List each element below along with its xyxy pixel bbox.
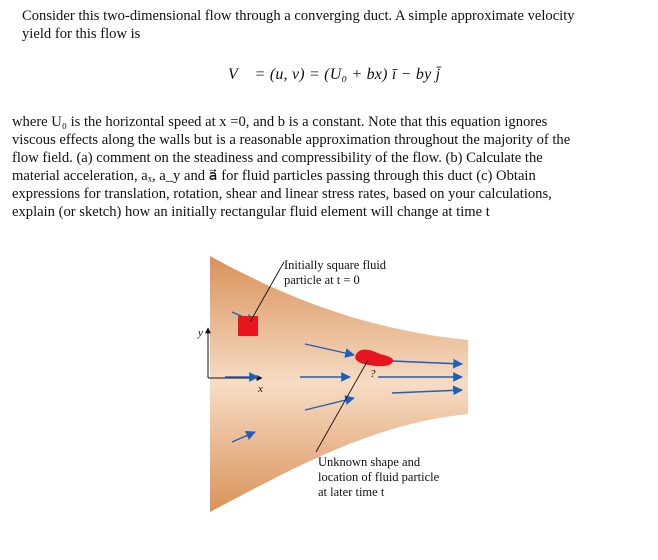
label-initial-line-2: particle at t = 0 bbox=[284, 273, 360, 287]
body-line-4: material acceleration, aₓ, a_y and a⃗ for fluid particles passing through this duct (c) Obtain bbox=[12, 168, 536, 184]
body-line-3: flow field. (a) comment on the steadiness and compressibility of the flow. (b) Calculate the bbox=[12, 150, 543, 166]
label-unknown-line-3: at later time t bbox=[318, 485, 385, 499]
body-line-5: expressions for translation, rotation, shear and linear stress rates, based on your calculations, bbox=[12, 186, 552, 202]
initial-square-particle bbox=[238, 316, 258, 336]
body-line-6: explain (or sketch) how an initially rectangular fluid element will change at time t bbox=[12, 204, 490, 220]
label-initial-line-1: Initially square fluid bbox=[284, 258, 387, 272]
intro-line-1: Consider this two-dimensional flow through a converging duct. A simple approximate velocity bbox=[22, 8, 575, 24]
intro-line-2: yield for this flow is bbox=[22, 26, 141, 42]
label-unknown-line-1: Unknown shape and bbox=[318, 455, 421, 469]
body-line-2: viscous effects along the walls but is a reasonable approximation throughout the majority of the bbox=[12, 132, 571, 148]
velocity-equation: V⃗ = (u, v) = (U₀ + bx) ī − by j̄ bbox=[228, 66, 441, 83]
label-unknown-line-2: location of fluid particle bbox=[318, 470, 440, 484]
body-line-1: where U₀ is the horizontal speed at x =0, and b is a constant. Note that this equation ignores bbox=[12, 114, 548, 130]
x-axis-label: x bbox=[258, 383, 263, 395]
question-mark: ? bbox=[370, 368, 376, 380]
y-axis-label: y bbox=[198, 327, 203, 339]
